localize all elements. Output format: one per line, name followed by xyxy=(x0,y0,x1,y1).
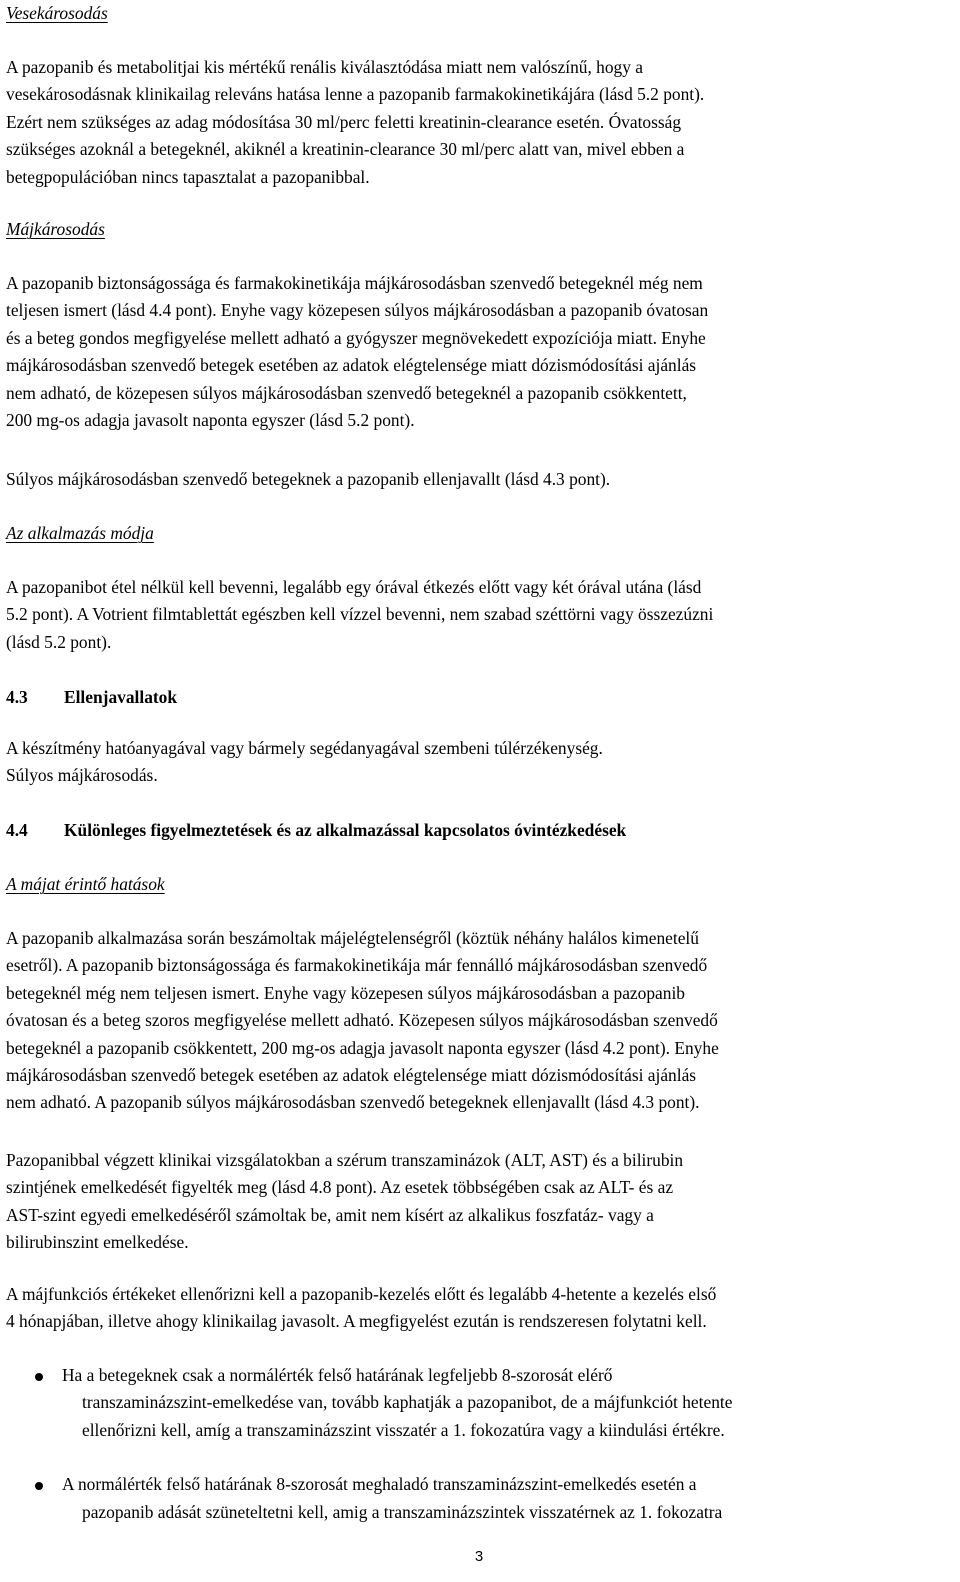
bullet-icon xyxy=(35,1373,43,1381)
text-line: betegeknél a pazopanib csökkentett, 200 mg-os adagja javasolt naponta egyszer (lásd 4.2 pont). Enyhe xyxy=(6,1037,719,1058)
text-line: óvatosan és a beteg szoros megfigyelése mellett adható. Közepesen súlyos májkárosodásban szenvedő xyxy=(6,1010,718,1031)
warnings-paragraph-1 xyxy=(6,925,952,1117)
liver-subheading: Májkárosodás xyxy=(6,219,105,239)
page-number: 3 xyxy=(474,1548,484,1565)
text-line: vesekárosodásnak klinikailag releváns hatása lenne a pazopanib farmakokinetikájára (lásd 5.2 pont). xyxy=(6,84,705,105)
kidney-paragraph xyxy=(6,54,952,191)
section-heading-4-4 xyxy=(6,817,952,844)
text-line: A pazopanib alkalmazása során beszámoltak májelégtelenségről (köztük néhány halálos kimenetelű xyxy=(6,928,699,948)
text-line: esetről). A pazopanib biztonságossága és farmakokinetikája már fennálló májkárosodásban szenvedő xyxy=(6,955,708,976)
section-title: Ellenjavallatok xyxy=(64,687,178,707)
list-item xyxy=(6,1362,952,1444)
monitoring-bullet-list xyxy=(6,1362,952,1526)
bullet-icon xyxy=(35,1482,43,1490)
warnings-paragraph-3 xyxy=(6,1281,952,1336)
text-line: (lásd 5.2 pont). xyxy=(6,631,112,652)
liver-paragraph xyxy=(6,270,952,434)
list-item xyxy=(6,1471,952,1526)
liver-severe-paragraph: Súlyos májkárosodásban szenvedő betegeknek a pazopanib ellenjavallt (lásd 4.3 pont). xyxy=(6,469,611,489)
text-line: pazopanib adását szüneteltetni kell, amig a transzaminázszintek visszatérnek az 1. fokozatra xyxy=(82,1501,723,1522)
text-line: 200 mg-os adagja javasolt naponta egyszer (lásd 5.2 pont). xyxy=(6,410,415,431)
text-line: szükséges azoknál a betegeknél, akiknél a kreatinin-clearance 30 ml/perc alatt van, mivel ebben a xyxy=(6,139,685,160)
contraindications-paragraph xyxy=(6,735,952,790)
text-line: és a beteg gondos megfigyelése mellett adható a gyógyszer megnövekedett expozíciója miatt. Enyhe xyxy=(6,327,706,348)
text-line: 4 hónapjában, illetve ahogy klinikailag javasolt. A megfigyelést ezután is rendszeresen folytatni kell. xyxy=(6,1311,707,1332)
administration-subheading: Az alkalmazás módja xyxy=(6,523,154,543)
text-line: Pazopanibbal végzett klinikai vizsgálatokban a szérum transzaminázok (ALT, AST) és a bilirubin xyxy=(6,1150,684,1170)
text-line: A pazopanib biztonságossága és farmakokinetikája májkárosodásban szenvedő betegeknél még nem xyxy=(6,273,703,293)
text-line: A pazopanib és metabolitjai kis mértékű renális kiválasztódása miatt nem valószínű, hogy a xyxy=(6,57,643,77)
section-heading-4-3 xyxy=(6,684,952,711)
text-line: betegpopulációban nincs tapasztalat a pazopanibbal. xyxy=(6,166,370,187)
text-line: bilirubinszint emelkedése. xyxy=(6,1232,189,1253)
text-line: AST-szint egyedi emelkedéséről számoltak be, amit nem kísért az alkalikus foszfatáz- vagy a xyxy=(6,1204,654,1225)
text-line: A pazopanibot étel nélkül kell bevenni, legalább egy órával étkezés előtt vagy két órával utána (lásd xyxy=(6,577,702,597)
text-line: betegeknél még nem teljesen ismert. Enyhe vagy közepesen súlyos májkárosodásban a pazopanib xyxy=(6,982,685,1003)
liver-effects-subheading: A májat érintő hatások xyxy=(6,874,165,894)
text-line: teljesen ismert (lásd 4.4 pont). Enyhe vagy közepesen súlyos májkárosodásban a pazopanib óvatosan xyxy=(6,300,709,321)
text-line: A készítmény hatóanyagával vagy bármely segédanyagával szembeni túlérzékenység. xyxy=(6,738,603,758)
administration-paragraph xyxy=(6,574,952,656)
text-line: Súlyos májkárosodás. xyxy=(6,765,158,786)
text-line: májkárosodásban szenvedő betegek esetében az adatok elégtelensége miatt dózismódosítási ajánlás xyxy=(6,1065,697,1086)
section-number: 4.4 xyxy=(6,820,28,840)
text-line: nem adható. A pazopanib súlyos májkárosodásban szenvedő betegeknek ellenjavallt (lásd 4.3 pont). xyxy=(6,1092,700,1113)
text-line: A májfunkciós értékeket ellenőrizni kell a pazopanib-kezelés előtt és legalább 4-hetente a kezelés első xyxy=(6,1284,717,1304)
text-line: Ha a betegeknek csak a normálérték felső határának legfeljebb 8-szorosát elérő xyxy=(62,1365,613,1385)
section-number: 4.3 xyxy=(6,687,28,707)
text-line: ellenőrizni kell, amíg a transzaminázszint visszatér a 1. fokozatúra vagy a kiindulási értékre. xyxy=(82,1419,725,1440)
section-title: Különleges figyelmeztetések és az alkalmazással kapcsolatos óvintézkedések xyxy=(64,820,627,840)
warnings-paragraph-2 xyxy=(6,1147,952,1257)
kidney-subheading: Vesekárosodás xyxy=(6,3,108,23)
text-line: transzaminázszint-emelkedése van, tovább kaphatják a pazopanibot, de a májfunkciót hetente xyxy=(82,1392,733,1413)
text-line: 5.2 pont). A Votrient filmtablettát egészben kell vízzel bevenni, nem szabad széttörni vagy összezúzni xyxy=(6,604,714,625)
text-line: Ezért nem szükséges az adag módosítása 30 ml/perc feletti kreatinin-clearance esetén. Óvatosság xyxy=(6,111,682,132)
text-line: májkárosodásban szenvedő betegek esetében az adatok elégtelensége miatt dózismódosítási ajánlás xyxy=(6,355,697,376)
text-line: nem adható, de közepesen súlyos májkárosodásban szenvedő betegeknél a pazopanib csökkentett, xyxy=(6,382,687,403)
text-line: A normálérték felső határának 8-szorosát meghaladó transzaminázszint-emelkedés esetén a xyxy=(62,1474,697,1495)
text-line: szintjének emelkedését figyelték meg (lásd 4.8 pont). Az esetek többségében csak az ALT- és az xyxy=(6,1177,674,1198)
